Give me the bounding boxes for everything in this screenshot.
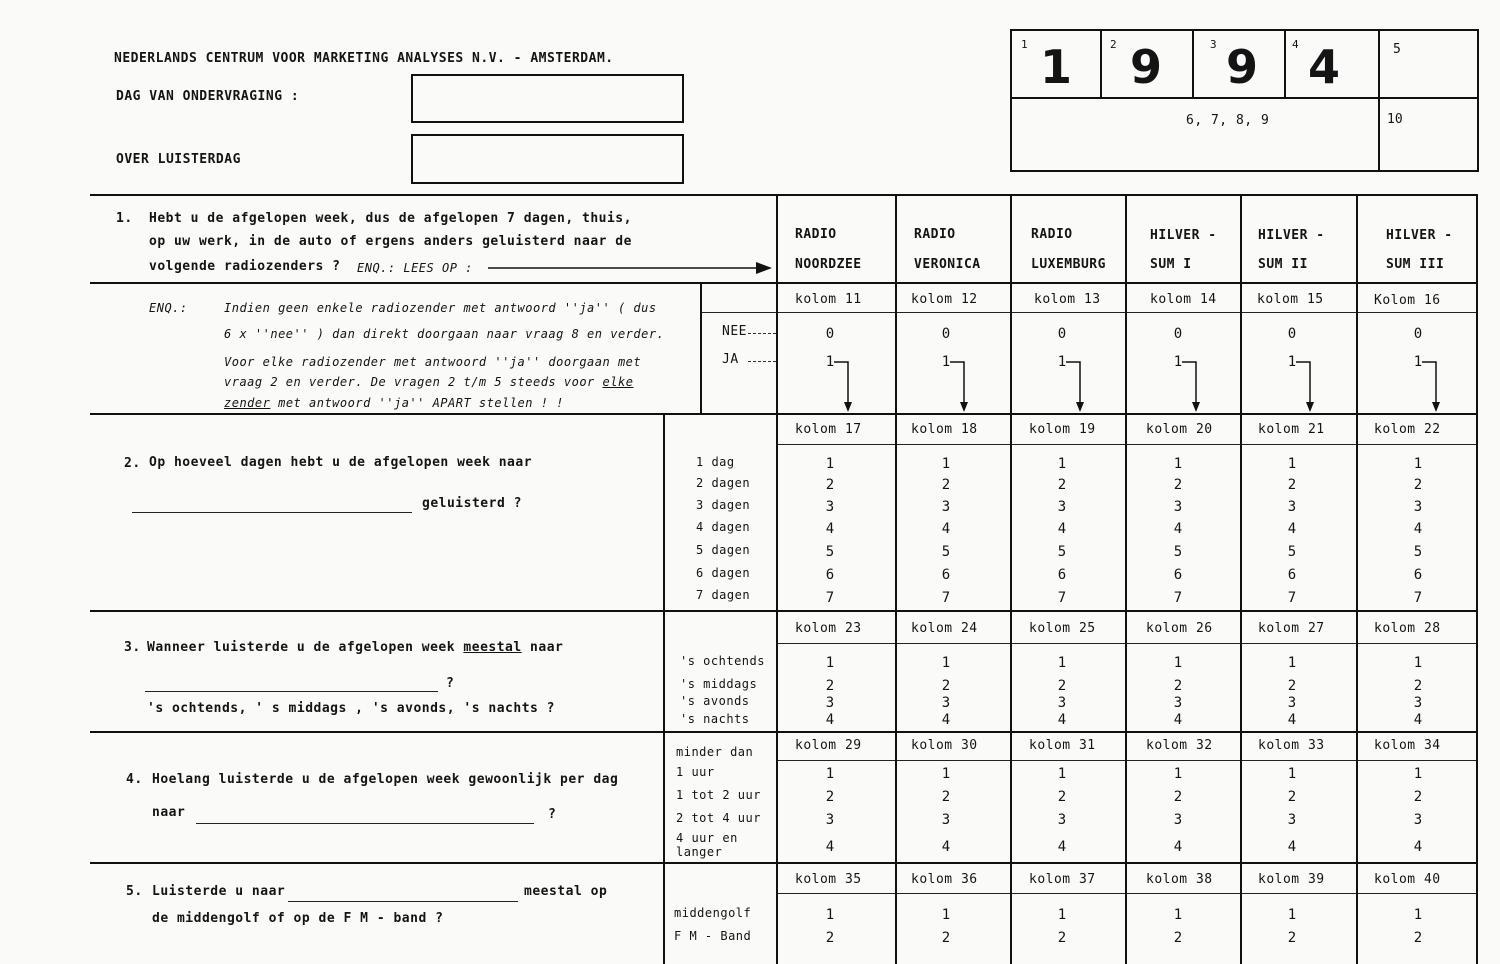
q5-number: 5. <box>126 884 143 899</box>
station-4-line1: HILVER - <box>1150 228 1217 243</box>
q3-code-c3-r4: 4 <box>1057 712 1067 728</box>
q2-code-c2-r3: 3 <box>941 499 951 515</box>
q4-code-c2-r3: 3 <box>941 812 951 828</box>
q2-kolom-3: kolom 19 <box>1029 422 1096 437</box>
q1-ja-code-6: 1 <box>1413 354 1423 370</box>
q4-option-3: 1 tot 2 uur <box>676 788 761 802</box>
q2-code-c6-r7: 7 <box>1413 590 1423 606</box>
q1-kolom-2: kolom 12 <box>911 292 978 307</box>
q4-option-5: 4 uur en <box>676 831 738 845</box>
q4-code-c2-r4: 4 <box>941 839 951 855</box>
q2-code-c4-r4: 4 <box>1173 521 1183 537</box>
q3-kolom-5: kolom 27 <box>1258 621 1325 636</box>
listening-day-label: OVER LUISTERDAG <box>116 152 241 167</box>
q1-line3: volgende radiozenders ? <box>149 259 341 274</box>
q3-kolom-3: kolom 25 <box>1029 621 1096 636</box>
q5-code-c6-r2: 2 <box>1413 930 1423 946</box>
q3-code-c2-r1: 1 <box>941 655 951 671</box>
q3-question-mark: ? <box>446 676 455 691</box>
q4-code-c4-r3: 3 <box>1173 812 1183 828</box>
q3-code-c4-r3: 3 <box>1173 695 1183 711</box>
q5-code-c3-r1: 1 <box>1057 907 1067 923</box>
q5-station-blank[interactable] <box>288 901 518 902</box>
q1-instruction-5: zender met antwoord ''ja'' APART stellen ! ! <box>224 396 564 410</box>
q2-option-5: 5 dagen <box>696 543 751 557</box>
q4-kolom-4: kolom 32 <box>1146 738 1213 753</box>
q3-code-c6-r3: 3 <box>1413 695 1423 711</box>
q1-instruction-3: Voor elke radiozender met antwoord ''ja'' doorgaan met <box>224 355 642 369</box>
ja-label: JA <box>722 352 739 367</box>
q4-code-c3-r3: 3 <box>1057 812 1067 828</box>
q3-code-c5-r3: 3 <box>1287 695 1297 711</box>
q3-option-3: 's avonds <box>680 694 750 708</box>
q4-option-2: 1 uur <box>676 765 715 779</box>
organization-title: NEDERLANDS CENTRUM VOOR MARKETING ANALYSES N.V. - AMSTERDAM. <box>114 51 614 66</box>
station-2-line2: VERONICA <box>914 257 981 272</box>
q4-code-c4-r4: 4 <box>1173 839 1183 855</box>
q2-code-c4-r2: 2 <box>1173 477 1183 493</box>
q2-kolom-6: kolom 22 <box>1374 422 1441 437</box>
q2-option-4: 4 dagen <box>696 520 751 534</box>
station-2-line1: RADIO <box>914 227 956 242</box>
q1-ja-code-1: 1 <box>825 354 835 370</box>
year-digit-3: 9 <box>1226 40 1259 94</box>
code-columns-label: 6, 7, 8, 9 <box>1186 113 1270 128</box>
q3-code-c4-r2: 2 <box>1173 678 1183 694</box>
q4-code-c6-r4: 4 <box>1413 839 1423 855</box>
q1-kolom-1: kolom 11 <box>795 292 862 307</box>
q3-option-1: 's ochtends <box>680 654 765 668</box>
interview-day-label: DAG VAN ONDERVRAGING : <box>116 89 300 104</box>
code-index-5: 5 <box>1393 42 1401 57</box>
q1-enq-label: ENQ.: <box>149 301 188 315</box>
q5-option-1: middengolf <box>674 906 752 920</box>
q3-kolom-1: kolom 23 <box>795 621 862 636</box>
q2-code-c2-r6: 6 <box>941 567 951 583</box>
q5-text-a: Luisterde u naar <box>152 884 286 899</box>
q3-code-c5-r4: 4 <box>1287 712 1297 728</box>
q5-code-c4-r2: 2 <box>1173 930 1183 946</box>
q4-question-mark: ? <box>548 807 557 822</box>
q1-nee-code-1: 0 <box>825 326 835 342</box>
arrow-right-icon <box>488 260 773 276</box>
code-index-3: 3 <box>1210 38 1217 51</box>
q2-code-c3-r4: 4 <box>1057 521 1067 537</box>
q5-option-2: F M - Band <box>674 929 752 943</box>
q1-enq-instruction: ENQ.: LEES OP : <box>357 261 473 275</box>
q2-code-c4-r6: 6 <box>1173 567 1183 583</box>
station-3-line1: RADIO <box>1031 227 1073 242</box>
q3-text: Wanneer luisterde u de afgelopen week meestal naar <box>147 640 564 655</box>
q1-nee-code-3: 0 <box>1057 326 1067 342</box>
q1-kolom-3: kolom 13 <box>1034 292 1101 307</box>
q2-text: Op hoeveel dagen hebt u de afgelopen week naar <box>149 455 533 470</box>
arrow-down-icon <box>1182 358 1212 414</box>
code-index-1: 1 <box>1021 38 1028 51</box>
q4-option-4: 2 tot 4 uur <box>676 811 761 825</box>
q3-line3: 's ochtends, ' s middags , 's avonds, 's nachts ? <box>147 701 556 716</box>
q2-code-c1-r7: 7 <box>825 590 835 606</box>
q1-ja-code-5: 1 <box>1287 354 1297 370</box>
q2-code-c1-r3: 3 <box>825 499 835 515</box>
q2-kolom-1: kolom 17 <box>795 422 862 437</box>
q2-option-1: 1 dag <box>696 455 735 469</box>
q5-code-c5-r2: 2 <box>1287 930 1297 946</box>
q3-code-c2-r4: 4 <box>941 712 951 728</box>
q2-code-c5-r5: 5 <box>1287 544 1297 560</box>
listening-day-field[interactable] <box>411 134 684 184</box>
q2-code-c1-r1: 1 <box>825 456 835 472</box>
q5-kolom-6: kolom 40 <box>1374 872 1441 887</box>
q2-code-c5-r1: 1 <box>1287 456 1297 472</box>
q2-code-c1-r6: 6 <box>825 567 835 583</box>
q4-number: 4. <box>126 772 143 787</box>
q5-code-c4-r1: 1 <box>1173 907 1183 923</box>
q4-code-c2-r1: 1 <box>941 766 951 782</box>
q2-kolom-4: kolom 20 <box>1146 422 1213 437</box>
q3-code-c2-r2: 2 <box>941 678 951 694</box>
q1-ja-code-4: 1 <box>1173 354 1183 370</box>
q1-instruction-2: 6 x ''nee'' ) dan direkt doorgaan naar vraag 8 en verder. <box>224 327 665 341</box>
q2-code-c3-r1: 1 <box>1057 456 1067 472</box>
q1-number: 1. <box>116 211 133 226</box>
q5-code-c1-r1: 1 <box>825 907 835 923</box>
q2-code-c2-r1: 1 <box>941 456 951 472</box>
arrow-down-icon <box>1422 358 1452 414</box>
q3-code-c5-r1: 1 <box>1287 655 1297 671</box>
q5-code-c3-r2: 2 <box>1057 930 1067 946</box>
nee-label: NEE <box>722 324 747 339</box>
q4-kolom-1: kolom 29 <box>795 738 862 753</box>
q3-code-c1-r2: 2 <box>825 678 835 694</box>
q2-option-7: 7 dagen <box>696 588 751 602</box>
arrow-down-icon <box>834 358 864 414</box>
q5-text-b: meestal op <box>524 884 608 899</box>
q3-code-c6-r2: 2 <box>1413 678 1423 694</box>
q2-option-2: 2 dagen <box>696 476 751 490</box>
q2-code-c6-r3: 3 <box>1413 499 1423 515</box>
arrow-down-icon <box>950 358 980 414</box>
q3-code-c6-r1: 1 <box>1413 655 1423 671</box>
q3-kolom-2: kolom 24 <box>911 621 978 636</box>
station-4-line2: SUM I <box>1150 257 1192 272</box>
q1-ja-code-3: 1 <box>1057 354 1067 370</box>
q4-code-c3-r1: 1 <box>1057 766 1067 782</box>
q3-code-c6-r4: 4 <box>1413 712 1423 728</box>
q4-code-c1-r1: 1 <box>825 766 835 782</box>
q4-option-1: minder dan <box>676 745 754 759</box>
interview-day-field[interactable] <box>411 74 684 123</box>
q5-code-c1-r2: 2 <box>825 930 835 946</box>
q2-code-c5-r3: 3 <box>1287 499 1297 515</box>
q3-kolom-4: kolom 26 <box>1146 621 1213 636</box>
q2-code-c1-r5: 5 <box>825 544 835 560</box>
q2-code-c3-r5: 5 <box>1057 544 1067 560</box>
q2-code-c5-r2: 2 <box>1287 477 1297 493</box>
q1-line1: Hebt u de afgelopen week, dus de afgelopen 7 dagen, thuis, <box>149 211 632 226</box>
q5-code-c6-r1: 1 <box>1413 907 1423 923</box>
q4-code-c6-r1: 1 <box>1413 766 1423 782</box>
q4-kolom-5: kolom 33 <box>1258 738 1325 753</box>
q1-line2: op uw werk, in de auto of ergens anders geluisterd naar de <box>149 234 632 249</box>
q2-code-c6-r1: 1 <box>1413 456 1423 472</box>
q2-station-blank[interactable] <box>132 512 412 513</box>
q2-code-c4-r5: 5 <box>1173 544 1183 560</box>
arrow-down-icon <box>1296 358 1326 414</box>
q2-code-c3-r7: 7 <box>1057 590 1067 606</box>
q4-code-c3-r4: 4 <box>1057 839 1067 855</box>
q3-station-blank[interactable] <box>145 691 438 692</box>
q2-code-c6-r6: 6 <box>1413 567 1423 583</box>
year-digit-1: 1 <box>1040 40 1073 94</box>
q3-code-c1-r1: 1 <box>825 655 835 671</box>
q5-code-c2-r1: 1 <box>941 907 951 923</box>
code-index-4: 4 <box>1292 38 1299 51</box>
q2-code-c5-r6: 6 <box>1287 567 1297 583</box>
q2-code-c3-r2: 2 <box>1057 477 1067 493</box>
q2-code-c6-r5: 5 <box>1413 544 1423 560</box>
q4-code-c5-r2: 2 <box>1287 789 1297 805</box>
q2-code-c5-r4: 4 <box>1287 521 1297 537</box>
q1-nee-code-5: 0 <box>1287 326 1297 342</box>
q4-option-6: langer <box>676 845 723 859</box>
station-5-line1: HILVER - <box>1258 228 1325 243</box>
q2-number: 2. <box>124 456 141 471</box>
q3-code-c3-r1: 1 <box>1057 655 1067 671</box>
q5-kolom-4: kolom 38 <box>1146 872 1213 887</box>
q3-option-2: 's middags <box>680 677 758 691</box>
arrow-down-icon <box>1066 358 1096 414</box>
q2-kolom-2: kolom 18 <box>911 422 978 437</box>
q2-code-c2-r2: 2 <box>941 477 951 493</box>
q4-station-blank[interactable] <box>196 823 534 824</box>
q4-code-c2-r2: 2 <box>941 789 951 805</box>
q3-number: 3. <box>124 640 141 655</box>
q2-code-c4-r1: 1 <box>1173 456 1183 472</box>
q4-code-c6-r2: 2 <box>1413 789 1423 805</box>
q4-code-c6-r3: 3 <box>1413 812 1423 828</box>
station-6-line1: HILVER - <box>1386 228 1453 243</box>
q5-line2: de middengolf of op de F M - band ? <box>152 911 444 926</box>
q1-nee-code-4: 0 <box>1173 326 1183 342</box>
q4-kolom-2: kolom 30 <box>911 738 978 753</box>
q5-kolom-1: kolom 35 <box>795 872 862 887</box>
q2-code-c6-r4: 4 <box>1413 521 1423 537</box>
q4-naar: naar <box>152 805 186 820</box>
q1-kolom-4: kolom 14 <box>1150 292 1217 307</box>
q1-kolom-6: Kolom 16 <box>1374 293 1441 308</box>
q1-kolom-5: kolom 15 <box>1257 292 1324 307</box>
q2-code-c6-r2: 2 <box>1413 477 1423 493</box>
q4-code-c5-r4: 4 <box>1287 839 1297 855</box>
station-1-line1: RADIO <box>795 227 837 242</box>
q1-instruction-1: Indien geen enkele radiozender met antwoord ''ja'' ( dus <box>224 301 657 315</box>
q4-code-c1-r4: 4 <box>825 839 835 855</box>
q4-kolom-6: kolom 34 <box>1374 738 1441 753</box>
q5-kolom-3: kolom 37 <box>1029 872 1096 887</box>
q1-nee-code-2: 0 <box>941 326 951 342</box>
q1-ja-code-2: 1 <box>941 354 951 370</box>
q3-code-c4-r1: 1 <box>1173 655 1183 671</box>
q2-code-c1-r4: 4 <box>825 521 835 537</box>
q5-kolom-5: kolom 39 <box>1258 872 1325 887</box>
q2-code-c3-r6: 6 <box>1057 567 1067 583</box>
q1-nee-code-6: 0 <box>1413 326 1423 342</box>
q3-code-c3-r2: 2 <box>1057 678 1067 694</box>
station-5-line2: SUM II <box>1258 257 1308 272</box>
q4-kolom-3: kolom 31 <box>1029 738 1096 753</box>
q2-code-c2-r7: 7 <box>941 590 951 606</box>
q2-code-c4-r7: 7 <box>1173 590 1183 606</box>
q4-code-c5-r3: 3 <box>1287 812 1297 828</box>
q2-code-c1-r2: 2 <box>825 477 835 493</box>
q3-code-c5-r2: 2 <box>1287 678 1297 694</box>
q2-option-3: 3 dagen <box>696 498 751 512</box>
q3-code-c1-r3: 3 <box>825 695 835 711</box>
q4-code-c5-r1: 1 <box>1287 766 1297 782</box>
q4-text: Hoelang luisterde u de afgelopen week gewoonlijk per dag <box>152 772 619 787</box>
q3-code-c4-r4: 4 <box>1173 712 1183 728</box>
q2-code-c3-r3: 3 <box>1057 499 1067 515</box>
q2-code-c4-r3: 3 <box>1173 499 1183 515</box>
year-digit-2: 9 <box>1130 40 1163 94</box>
station-6-line2: SUM III <box>1386 257 1445 272</box>
year-digit-4: 4 <box>1308 40 1341 94</box>
q4-code-c3-r2: 2 <box>1057 789 1067 805</box>
q5-code-c2-r2: 2 <box>941 930 951 946</box>
q3-kolom-6: kolom 28 <box>1374 621 1441 636</box>
q3-code-c1-r4: 4 <box>825 712 835 728</box>
q1-instruction-4: vraag 2 en verder. De vragen 2 t/m 5 steeds voor elke <box>224 375 634 389</box>
station-3-line2: LUXEMBURG <box>1031 257 1106 272</box>
q3-option-4: 's nachts <box>680 712 750 726</box>
q3-code-c2-r3: 3 <box>941 695 951 711</box>
q4-code-c4-r1: 1 <box>1173 766 1183 782</box>
code-index-10: 10 <box>1387 112 1403 127</box>
q2-code-c2-r4: 4 <box>941 521 951 537</box>
q5-code-c5-r1: 1 <box>1287 907 1297 923</box>
q3-code-c3-r3: 3 <box>1057 695 1067 711</box>
q2-tail: geluisterd ? <box>422 496 522 511</box>
q4-code-c4-r2: 2 <box>1173 789 1183 805</box>
q5-kolom-2: kolom 36 <box>911 872 978 887</box>
q2-option-6: 6 dagen <box>696 566 751 580</box>
station-1-line2: NOORDZEE <box>795 257 862 272</box>
q4-code-c1-r2: 2 <box>825 789 835 805</box>
code-index-2: 2 <box>1110 38 1117 51</box>
q2-code-c2-r5: 5 <box>941 544 951 560</box>
q2-kolom-5: kolom 21 <box>1258 422 1325 437</box>
q2-code-c5-r7: 7 <box>1287 590 1297 606</box>
q4-code-c1-r3: 3 <box>825 812 835 828</box>
